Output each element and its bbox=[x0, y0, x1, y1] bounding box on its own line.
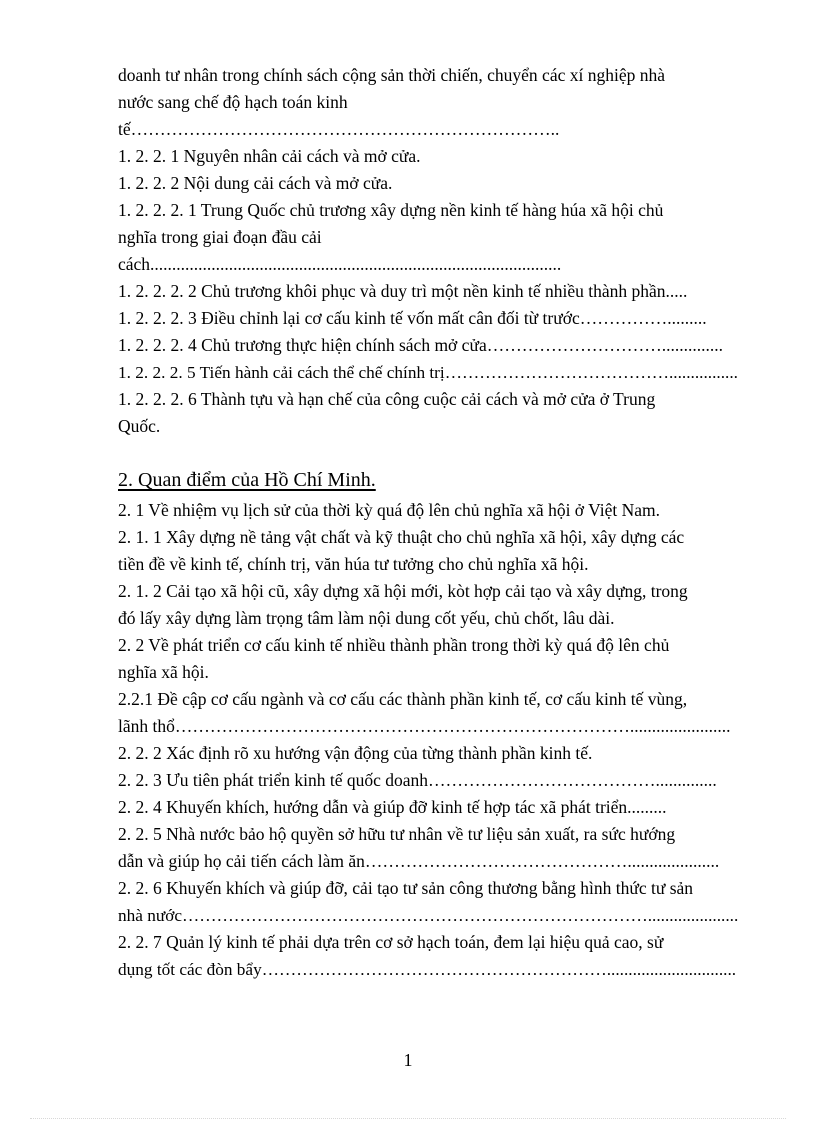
section-2-toc bbox=[118, 466, 738, 983]
document-body bbox=[118, 62, 738, 983]
section-heading: 2. Quan điểm của Hồ Chí Minh. bbox=[118, 469, 376, 491]
toc-line: nghĩa trong giai đoạn đầu cải bbox=[118, 227, 322, 247]
toc-line: 1. 2. 2. 2 Nội dung cải cách và mở cửa. bbox=[118, 173, 393, 193]
toc-line: 1. 2. 2. 2. 6 Thành tựu và hạn chế của công cuộc cải cách và mở cửa ở Trung bbox=[118, 389, 656, 409]
toc-line: tế……………………………………………………………….. bbox=[118, 119, 560, 139]
toc-line: dẫn và giúp họ cải tiến cách làm ăn………………………………………..................... bbox=[118, 851, 720, 871]
toc-line: đó lấy xây dựng làm trọng tâm làm nội dung cốt yếu, chủ chốt, lâu dài. bbox=[118, 608, 615, 628]
toc-line: 2. 2 Về phát triển cơ cấu kinh tế nhiều thành phần trong thời kỳ quá độ lên chủ bbox=[118, 635, 670, 655]
toc-line: 2. 2. 3 Ưu tiên phát triển kinh tế quốc doanh………………………………….............. bbox=[118, 770, 717, 790]
toc-line: nhà nước………………………………………………………………………..................... bbox=[118, 906, 739, 925]
toc-line: tiền đề về kinh tế, chính trị, văn húa tư tưởng cho chủ nghĩa xã hội. bbox=[118, 554, 589, 574]
toc-line: dụng tốt các đòn bẩy…………………………………………………….............................. bbox=[118, 960, 737, 979]
toc-line: 2. 1 Về nhiệm vụ lịch sử của thời kỳ quá độ lên chủ nghĩa xã hội ở Việt Nam. bbox=[118, 500, 660, 520]
toc-line: 1. 2. 2. 2. 4 Chủ trương thực hiện chính sách mở cửa………………………….............. bbox=[118, 335, 723, 355]
toc-line: 2. 2. 4 Khuyến khích, hướng dẫn và giúp đỡ kinh tế hợp tác xã phát triển......... bbox=[118, 797, 667, 817]
toc-line: 2.2.1 Đề cập cơ cấu ngành và cơ cấu các thành phần kinh tế, cơ cấu kinh tế vùng, bbox=[118, 689, 688, 709]
toc-line: 2. 1. 2 Cải tạo xã hội cũ, xây dựng xã hội mới, kòt hợp cải tạo và xây dựng, trong bbox=[118, 581, 688, 601]
toc-line: lãnh thổ……………………………………………………………………....................... bbox=[118, 716, 731, 736]
page-bottom-divider bbox=[30, 1118, 786, 1119]
toc-line: 2. 2. 5 Nhà nước bảo hộ quyền sở hữu tư nhân về tư liệu sản xuất, ra sức hướng bbox=[118, 824, 676, 844]
toc-line: Quốc. bbox=[118, 416, 161, 436]
toc-line: doanh tư nhân trong chính sách cộng sản thời chiến, chuyển các xí nghiệp nhà bbox=[118, 65, 665, 85]
toc-line: nghĩa xã hội. bbox=[118, 662, 209, 682]
toc-line: 1. 2. 2. 2. 1 Trung Quốc chủ trương xây dựng nền kinh tế hàng húa xã hội chủ bbox=[118, 200, 664, 220]
page-number: 1 bbox=[403, 1050, 413, 1070]
toc-line: 2. 1. 1 Xây dựng nề tảng vật chất và kỹ thuật cho chủ nghĩa xã hội, xây dựng các bbox=[118, 527, 685, 547]
toc-line: 1. 2. 2. 2. 3 Điều chỉnh lại cơ cấu kinh tế vốn mất cân đối từ trước……………......... bbox=[118, 308, 707, 328]
section-1-toc bbox=[118, 62, 738, 440]
toc-line: 2. 2. 7 Quản lý kinh tế phải dựa trên cơ sở hạch toán, đem lại hiệu quả cao, sử bbox=[118, 932, 664, 952]
toc-line: 2. 2. 2 Xác định rõ xu hướng vận động của từng thành phần kinh tế. bbox=[118, 743, 593, 763]
toc-line: 1. 2. 2. 2. 2 Chủ trương khôi phục và duy trì một nền kinh tế nhiều thành phần..... bbox=[118, 281, 688, 301]
toc-line: cách.............................................................................................. bbox=[118, 254, 562, 274]
toc-line: 2. 2. 6 Khuyến khích và giúp đỡ, cải tạo tư sản công thương bằng hình thức tư sản bbox=[118, 878, 694, 898]
toc-line: nước sang chế độ hạch toán kinh bbox=[118, 92, 348, 112]
toc-line: 1. 2. 2. 1 Nguyên nhân cải cách và mở cửa. bbox=[118, 146, 421, 166]
toc-line: 1. 2. 2. 2. 5 Tiến hành cải cách thể chế chính trị…………………………………................ bbox=[118, 363, 738, 382]
